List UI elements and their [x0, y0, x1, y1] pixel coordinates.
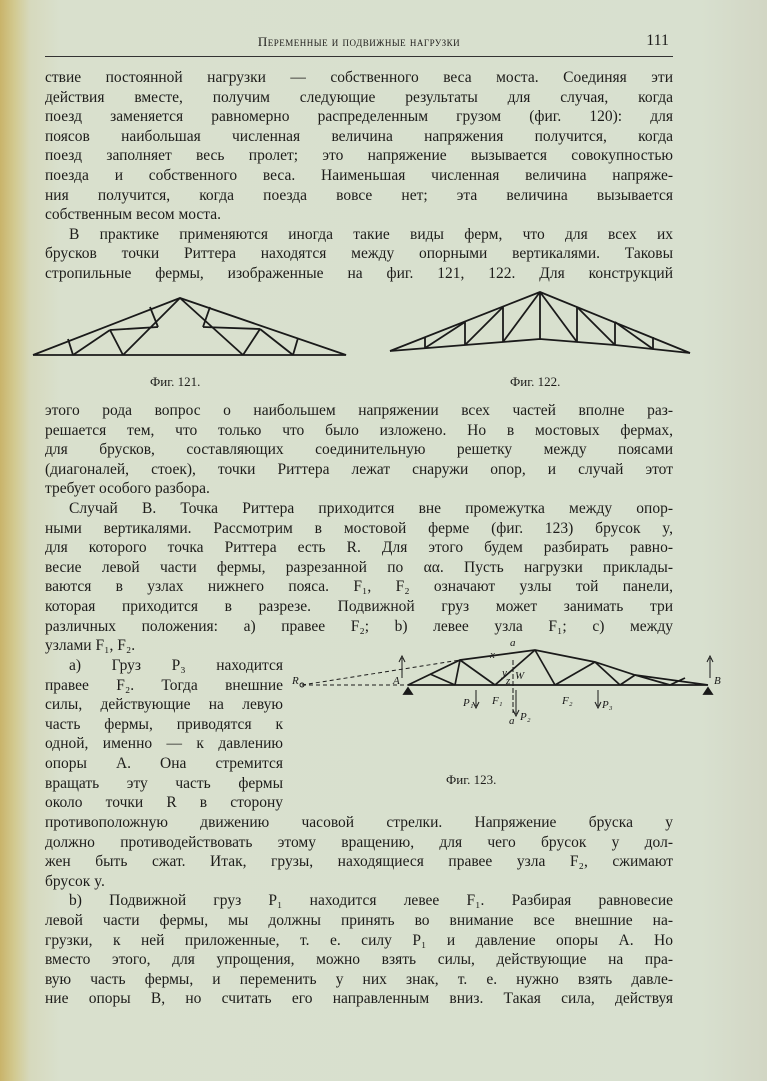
text-line: брусок y. [45, 872, 105, 890]
text-line: В практике применяются иногда такие виды ферм, что для всех их [69, 225, 673, 243]
label-F2: F₂ [562, 695, 573, 707]
paragraph-1 [45, 68, 673, 284]
text-line: поезд заполняет весь пролет; это напряжение вызывается совокупностью [45, 147, 673, 165]
text-line: решается тем, что только что было изложено. Но в мостовых фермах, [45, 421, 673, 439]
text-line: b) Подвижной груз P₁ находится левее F₁. Разбирая равновесие [69, 892, 673, 910]
label-y: y [502, 667, 507, 679]
label-W: W [515, 670, 525, 682]
text-line: a) Груз P₃ находится [69, 657, 283, 674]
label-P2: P₂ [520, 711, 531, 723]
text-line: стропильные фермы, изображенные на фиг. 121, 122. Для конструкций [45, 264, 673, 282]
text-line: ными вертикалями. Рассмотрим в мостовой ферме (фиг. 123) брусок y, [45, 519, 673, 537]
running-title: Переменные и подвижные нагрузки [257, 34, 461, 49]
text-line: действия вместе, получим следующие результаты для случая, когда [45, 88, 673, 106]
label-a-top: a [510, 637, 516, 649]
text-line: брусков точки Риттера находятся между опорными вертикалями. Таковы [45, 245, 673, 263]
text-line: должно противодействовать этому вращению, для чего брусок y дол- [45, 833, 673, 851]
text-line: для брусков, составляющих соединительную решетку между поясами [45, 441, 673, 459]
text-line: опоры A. Она стремится [45, 754, 283, 772]
text-line: правее F₂. Тогда внешние [45, 676, 283, 694]
label-F1: F₁ [492, 695, 503, 707]
text-line: силы, действующие на левую [45, 696, 283, 714]
text-line: вую часть фермы, и переменить у них знак, т. е. нужно взять давле- [45, 970, 673, 988]
text-line: ния получится, когда поезда вовсе нет; эта величина вызывается [45, 186, 673, 204]
text-line: вращать эту часть фермы [45, 774, 283, 792]
text-line: ваются в узлах нижнего пояса. F₁, F₂ означают узлы той панели, [45, 578, 673, 596]
text-line: противоположную движению часовой стрелки. Напряжение бруска y [45, 814, 673, 831]
label-x: x [490, 649, 495, 661]
text-line: жен быть сжат. Итак, грузы, находящиеся правее узла F₂, сжимают [45, 853, 673, 871]
paragraph-5-continued [45, 813, 673, 1009]
text-line: часть фермы, приводятся к [45, 715, 283, 733]
text-line: ние опоры B, но считать его направленным вниз. Такая сила, действуя [45, 990, 673, 1008]
text-line: грузки, к ней приложенные, т. е. силу P₁ и давление опоры A. Но [45, 931, 673, 949]
figure-122-truss [385, 287, 695, 359]
text-line: которая приходится в разрезе. Подвижной груз может занимать три [45, 597, 673, 615]
text-line: поясов наибольшая численная величина напряжения получится, когда [45, 127, 673, 145]
running-header [45, 32, 673, 57]
text-line: поезда и собственного веса. Наименьшая численная величина напряже- [45, 166, 673, 184]
label-P1: P₁ [463, 697, 474, 709]
text-line: около точки R в сторону [45, 794, 283, 812]
text-line: левой части фермы, мы должны принять во внимание все внешние на- [45, 911, 673, 929]
figure-121-truss [28, 290, 353, 360]
text-line: ствие постоянной нагрузки — собственного веса моста. Соединяя эти [45, 69, 673, 86]
text-line: поезд заменяется равномерно распределенным грузом (фиг. 120): для [45, 108, 673, 126]
paragraph-5-wrapped [45, 656, 283, 813]
text-line: узлами F₁, F₂. [45, 637, 136, 655]
page-number: 111 [646, 32, 669, 49]
label-a-bottom: a [509, 715, 515, 727]
label-P3: P₃ [602, 699, 613, 711]
figure-121-caption: Фиг. 121. [150, 374, 201, 389]
text-line: весие левой части фермы, разрезанной по αα. Пусть нагрузки приклады- [45, 558, 673, 576]
text-line: (диагоналей, стоек), точки Риттера лежат снаружи опор, и случай этот [45, 460, 673, 478]
text-line: одной, именно — к давлению [45, 735, 283, 753]
text-line: вместо этого, для упрощения, можно взять силы, действующие на пра- [45, 951, 673, 969]
text-line: для которого точка Риттера есть R. Для этого будем разбирать равно- [45, 539, 673, 557]
text-line: различных положения: a) правее F₂; b) левее узла F₁; c) между [45, 617, 673, 635]
label-z: z [506, 675, 511, 687]
figure-122-caption: Фиг. 122. [510, 374, 561, 389]
figure-123-bridge-truss [290, 637, 730, 768]
label-A: A [393, 675, 400, 687]
label-B: B [714, 675, 721, 687]
text-line: Случай B. Точка Риттера приходится вне промежутка между опор- [69, 499, 673, 517]
paragraph-3 [45, 401, 673, 656]
label-R: R [292, 675, 299, 687]
text-line: собственным весом моста. [45, 206, 222, 224]
text-line: требует особого разбора. [45, 480, 210, 498]
figure-123-caption: Фиг. 123. [446, 772, 497, 787]
text-line: этого рода вопрос о наибольшем напряжении всех частей вполне раз- [45, 402, 673, 419]
